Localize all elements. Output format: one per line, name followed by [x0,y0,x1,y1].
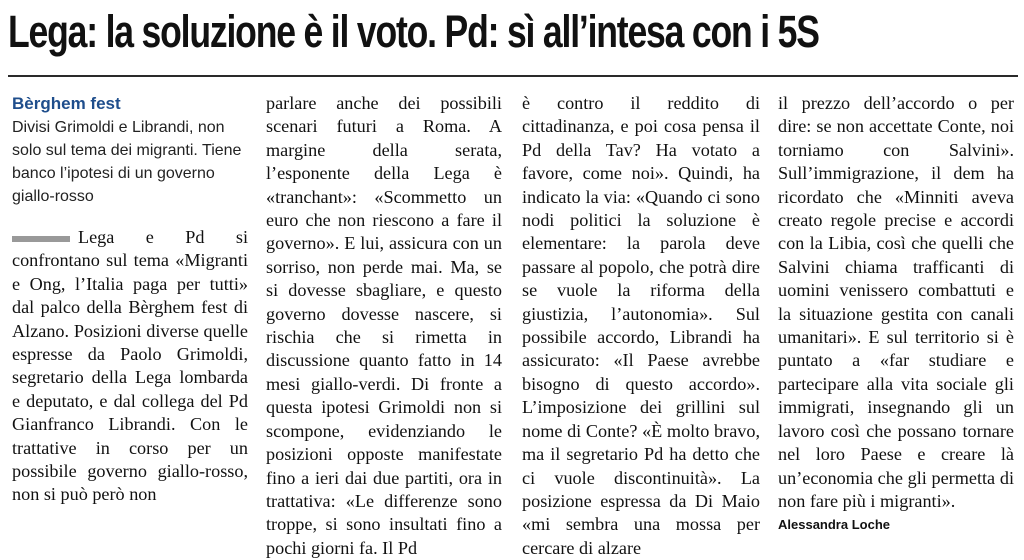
spacer [12,208,248,226]
column-4 [778,92,1014,535]
byline: Alessandra Loche [778,517,890,533]
lead-bar [12,236,70,242]
body-column-2: parlare anche dei possibili scenari futuri a Roma. A margine della serata, l’esponente della Lega è «tranchant»: «Scommetto un euro che non riescono a fare il governo». E lui, assicura con un sorriso, non perde mai. Ma, se si dovesse sbagliare, e questo governo dovesse nascere, si rischia che si rimetta in discussione quanto fatto in 14 mesi giallo-verdi. Di fronte a questa ipotesi Grimoldi non si scompone, evidenziando le posizioni opposte manifestate fino a ieri dai due partiti, ora in trattativa: «Le differenze sono troppe, si sono insultati fino a pochi giorni fa. Il Pd [266,93,502,558]
column-3 [522,92,760,560]
kicker: Bèrghem fest [12,94,121,113]
headline-rule [8,75,1018,77]
body-column-4: il prezzo dell’accordo o per dire: se non accettate Conte, noi torniamo con Salvini». Sull’immigrazione, il dem ha ricordato che «Minniti aveva creato regole precise e accordi con la Libia, così che quelli che Salvini chiama trafficanti di uomini venissero combattuti e la situazione gestita con canali umanitari». E sul territorio si è puntato a «far studiare e partecipare alla vita sociale gli immigrati, insegnando gli un lavoro così che possano tornare nel loro Paese e creare là un’economia che gli permetta di non fare più i migranti». [778,93,1014,511]
column-1 [12,92,248,507]
column-2 [266,92,502,560]
body-column-1 [12,226,248,507]
body-column-3: è contro il reddito di cittadinanza, e poi cosa pensa il Pd della Tav? Ha votato a favore, come noi». Quindi, ha indicato la via: «Quando ci sono nodi politici la soluzione è elementare: la parola deve passare al popolo, che potrà dire se vuole la riforma della giustizia, l’autonomia». Sul possibile accordo, Librandi ha assicurato: «Il Paese avrebbe bisogno di questo accordo». L’imposizione dei grillini sul nome di Conte? «È molto bravo, ma il segretario Pd ha detto che ci vuole discontinuità». La posizione espressa da Di Maio «mi sembra una mossa per cercare di alzare [522,93,760,558]
body-text-1: Lega e Pd si confrontano sul tema «Migranti e Ong, l’Italia paga per tutti» dal palco della Bèrghem fest di Alzano. Posizioni diverse quelle espresse da Paolo Grimoldi, segretario della Lega lombarda e deputato, e dal collega del Pd Gianfranco Librandi. Con le trattative in corso per un possibile governo giallo-rosso, non si può però non [12,227,248,505]
headline: Lega: la soluzione è il voto. Pd: sì all’intesa con i 5S [8,6,819,57]
summary: Divisi Grimoldi e Librandi, non solo sul tema dei migranti. Tiene banco l’ipotesi di un governo giallo-rosso [12,119,242,205]
